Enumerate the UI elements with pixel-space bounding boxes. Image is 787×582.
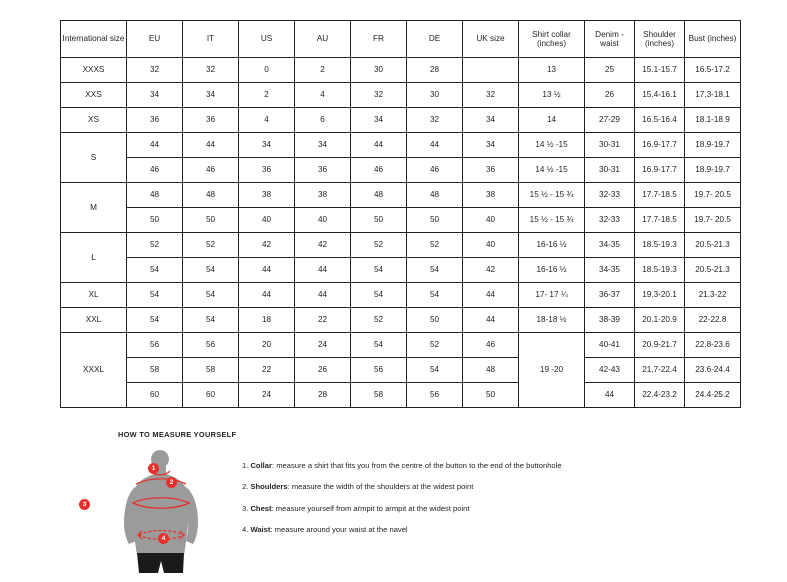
cell-value: 46 <box>407 158 463 183</box>
column-header-intl: International size <box>61 21 127 58</box>
cell-value: 52 <box>407 233 463 258</box>
cell-value: 54 <box>127 283 183 308</box>
cell-value: 54 <box>351 333 407 358</box>
cell-value: 58 <box>183 358 239 383</box>
cell-value: 42 <box>295 233 351 258</box>
torso-diagram-icon <box>118 449 228 577</box>
cell-value: 44 <box>407 133 463 158</box>
cell-value: 16-16 ½ <box>519 233 585 258</box>
cell-value: 44 <box>463 308 519 333</box>
cell-value: 38 <box>239 183 295 208</box>
badge-shoulders: 2 <box>166 477 177 488</box>
cell-value: 60 <box>127 383 183 408</box>
cell-value: 60 <box>183 383 239 408</box>
cell-value: 32 <box>407 108 463 133</box>
cell-value: 21.3-22 <box>685 283 741 308</box>
cell-value: 4 <box>295 83 351 108</box>
cell-value: 2 <box>295 58 351 83</box>
cell-value: 13 <box>519 58 585 83</box>
cell-value: 16.5-16.4 <box>635 108 685 133</box>
cell-international-size: XXS <box>61 83 127 108</box>
how-to-measure-title: HOW TO MEASURE YOURSELF <box>118 430 237 439</box>
instruction-text: : measure yourself from armpit to armpit at the widest point <box>271 503 470 513</box>
cell-value: 20 <box>239 333 295 358</box>
cell-value: 44 <box>127 133 183 158</box>
cell-value: 36 <box>239 158 295 183</box>
cell-value: 40-41 <box>585 333 635 358</box>
column-header-us: US <box>239 21 295 58</box>
cell-value: 14 ½ -15 <box>519 133 585 158</box>
table-row <box>61 58 741 83</box>
cell-value: 23.6-24.4 <box>685 358 741 383</box>
cell-value: 52 <box>407 333 463 358</box>
cell-value: 54 <box>127 258 183 283</box>
cell-value: 22.8-23.6 <box>685 333 741 358</box>
column-header-eu: EU <box>127 21 183 58</box>
cell-value: 38 <box>463 183 519 208</box>
column-header-uk: UK size <box>463 21 519 58</box>
cell-value: 22 <box>239 358 295 383</box>
table-row <box>61 308 741 333</box>
cell-value: 50 <box>127 208 183 233</box>
cell-value: 22.4-23.2 <box>635 383 685 408</box>
cell-value: 18.1-18.9 <box>685 108 741 133</box>
cell-value: 16.9-17.7 <box>635 158 685 183</box>
measure-instructions <box>242 449 562 546</box>
cell-value: 16-16 ½ <box>519 258 585 283</box>
cell-value: 42-43 <box>585 358 635 383</box>
cell-value: 19.3-20.1 <box>635 283 685 308</box>
cell-value: 54 <box>183 283 239 308</box>
cell-value: 20.1-20.9 <box>635 308 685 333</box>
cell-value: 44 <box>585 383 635 408</box>
cell-international-size: L <box>61 233 127 283</box>
cell-value: 15.4-16.1 <box>635 83 685 108</box>
cell-value: 50 <box>407 208 463 233</box>
cell-value: 54 <box>351 283 407 308</box>
cell-value: 36 <box>463 158 519 183</box>
cell-value: 46 <box>127 158 183 183</box>
instruction-number: 1. <box>242 461 251 470</box>
cell-value: 17- 17 ¼ <box>519 283 585 308</box>
table-row <box>61 233 741 258</box>
instruction-term: Shoulders <box>250 482 288 492</box>
cell-value: 34 <box>239 133 295 158</box>
cell-value: 20.5-21.3 <box>685 233 741 258</box>
cell-value: 28 <box>295 383 351 408</box>
cell-value: 48 <box>183 183 239 208</box>
table-row <box>61 108 741 133</box>
size-chart-table <box>60 20 741 408</box>
cell-value: 44 <box>183 133 239 158</box>
cell-value: 58 <box>127 358 183 383</box>
cell-value: 27-29 <box>585 108 635 133</box>
table-row <box>61 383 741 408</box>
cell-value: 16.5-17.2 <box>685 58 741 83</box>
cell-value: 46 <box>463 333 519 358</box>
cell-value: 34 <box>183 83 239 108</box>
cell-value: 24.4-25.2 <box>685 383 741 408</box>
cell-international-size: M <box>61 183 127 233</box>
cell-value: 32 <box>463 83 519 108</box>
cell-value: 25 <box>585 58 635 83</box>
cell-value: 20.5-21.3 <box>685 258 741 283</box>
cell-value: 34 <box>463 108 519 133</box>
instruction-text: : measure around your waist at the navel <box>270 524 408 534</box>
cell-value: 34 <box>127 83 183 108</box>
cell-value: 54 <box>183 308 239 333</box>
table-row <box>61 183 741 208</box>
cell-value: 32-33 <box>585 183 635 208</box>
cell-value: 50 <box>407 308 463 333</box>
cell-value: 34 <box>463 133 519 158</box>
cell-value: 34 <box>351 108 407 133</box>
instruction-text: : measure a shirt that fits you from the centre of the button to the end of the buttonhole <box>271 461 562 470</box>
cell-value: 48 <box>127 183 183 208</box>
cell-international-size: XXL <box>61 308 127 333</box>
measure-instruction <box>242 482 562 492</box>
cell-value: 18 <box>239 308 295 333</box>
cell-value: 40 <box>295 208 351 233</box>
cell-value: 28 <box>407 58 463 83</box>
cell-value: 42 <box>239 233 295 258</box>
cell-value: 26 <box>585 83 635 108</box>
cell-international-size: XXXL <box>61 333 127 408</box>
measure-instruction <box>242 504 562 514</box>
cell-value: 17.7-18.5 <box>635 183 685 208</box>
cell-value: 40 <box>463 233 519 258</box>
cell-value: 56 <box>183 333 239 358</box>
column-header-shoulder: Shoulder (inches) <box>635 21 685 58</box>
column-header-denim: Denim - waist <box>585 21 635 58</box>
cell-value: 50 <box>463 383 519 408</box>
cell-value: 48 <box>351 183 407 208</box>
cell-value: 0 <box>239 58 295 83</box>
cell-value: 24 <box>239 383 295 408</box>
cell-value: 54 <box>407 258 463 283</box>
table-row <box>61 83 741 108</box>
cell-value: 20.9-21.7 <box>635 333 685 358</box>
measure-instruction <box>242 525 562 535</box>
cell-value: 54 <box>127 308 183 333</box>
measure-instruction <box>242 461 562 471</box>
cell-value: 22 <box>295 308 351 333</box>
cell-value: 26 <box>295 358 351 383</box>
instruction-number: 3. <box>242 503 251 513</box>
instruction-text: : measure the width of the shoulders at the widest point <box>287 482 474 492</box>
cell-value: 19.7- 20.5 <box>685 208 741 233</box>
column-header-collar: Shirt collar (inches) <box>519 21 585 58</box>
cell-value: 24 <box>295 333 351 358</box>
cell-value: 22-22.8 <box>685 308 741 333</box>
cell-value: 50 <box>351 208 407 233</box>
table-header-row <box>61 21 741 58</box>
cell-value: 38 <box>295 183 351 208</box>
cell-value: 30-31 <box>585 158 635 183</box>
cell-value: 15.1-15.7 <box>635 58 685 83</box>
cell-value: 48 <box>463 358 519 383</box>
table-row <box>61 208 741 233</box>
table-row <box>61 258 741 283</box>
cell-value: 2 <box>239 83 295 108</box>
cell-value: 14 ½ -15 <box>519 158 585 183</box>
table-row <box>61 133 741 158</box>
table-body <box>61 58 741 408</box>
cell-value: 46 <box>351 158 407 183</box>
cell-value: 15 ½ - 15 ¾ <box>519 208 585 233</box>
column-header-bust: Bust (inches) <box>685 21 741 58</box>
cell-value: 32 <box>127 58 183 83</box>
cell-value: 34-35 <box>585 233 635 258</box>
cell-value: 34-35 <box>585 258 635 283</box>
cell-value: 46 <box>183 158 239 183</box>
cell-international-size: XS <box>61 108 127 133</box>
cell-value: 48 <box>407 183 463 208</box>
cell-value: 56 <box>351 358 407 383</box>
column-header-au: AU <box>295 21 351 58</box>
column-header-de: DE <box>407 21 463 58</box>
cell-value: 18.5-19.3 <box>635 233 685 258</box>
cell-value <box>463 58 519 83</box>
measurement-figure <box>82 449 228 577</box>
cell-value: 18.9-19.7 <box>685 158 741 183</box>
instruction-number: 2. <box>242 482 251 492</box>
cell-value: 42 <box>463 258 519 283</box>
cell-value: 13 ½ <box>519 83 585 108</box>
badge-chest: 3 <box>79 499 90 510</box>
cell-value: 4 <box>239 108 295 133</box>
cell-value: 32-33 <box>585 208 635 233</box>
cell-value: 36 <box>127 108 183 133</box>
cell-value: 18-18 ½ <box>519 308 585 333</box>
table-row <box>61 158 741 183</box>
cell-value: 40 <box>463 208 519 233</box>
table-row <box>61 283 741 308</box>
cell-value: 58 <box>351 383 407 408</box>
cell-shirt-collar: 19 -20 <box>519 333 585 408</box>
instruction-term: Collar <box>250 461 272 470</box>
cell-value: 38-39 <box>585 308 635 333</box>
cell-value: 14 <box>519 108 585 133</box>
instruction-term: Chest <box>250 503 272 513</box>
cell-international-size: XL <box>61 283 127 308</box>
cell-value: 18.5-19.3 <box>635 258 685 283</box>
cell-value: 30-31 <box>585 133 635 158</box>
cell-value: 36 <box>183 108 239 133</box>
cell-value: 44 <box>351 133 407 158</box>
cell-value: 54 <box>351 258 407 283</box>
cell-value: 32 <box>351 83 407 108</box>
cell-value: 44 <box>463 283 519 308</box>
cell-value: 18.9-19.7 <box>685 133 741 158</box>
how-to-measure-section <box>82 430 758 577</box>
cell-value: 44 <box>239 258 295 283</box>
cell-value: 16.9-17.7 <box>635 133 685 158</box>
column-header-fr: FR <box>351 21 407 58</box>
cell-value: 56 <box>407 383 463 408</box>
cell-value: 44 <box>239 283 295 308</box>
cell-value: 40 <box>239 208 295 233</box>
table-row <box>61 333 741 358</box>
cell-value: 50 <box>183 208 239 233</box>
cell-value: 54 <box>407 358 463 383</box>
cell-value: 6 <box>295 108 351 133</box>
cell-value: 17.7-18.5 <box>635 208 685 233</box>
cell-value: 52 <box>351 233 407 258</box>
cell-value: 52 <box>351 308 407 333</box>
column-header-it: IT <box>183 21 239 58</box>
cell-value: 15 ½ - 15 ¾ <box>519 183 585 208</box>
cell-value: 54 <box>407 283 463 308</box>
cell-value: 44 <box>295 258 351 283</box>
cell-international-size: XXXS <box>61 58 127 83</box>
cell-value: 56 <box>127 333 183 358</box>
badge-collar: 1 <box>148 463 159 474</box>
table-row <box>61 358 741 383</box>
cell-value: 30 <box>351 58 407 83</box>
cell-value: 52 <box>127 233 183 258</box>
cell-value: 17.3-18.1 <box>685 83 741 108</box>
instruction-term: Waist <box>250 524 271 534</box>
badge-waist: 4 <box>158 533 169 544</box>
cell-value: 36 <box>295 158 351 183</box>
cell-value: 30 <box>407 83 463 108</box>
cell-value: 34 <box>295 133 351 158</box>
cell-international-size: S <box>61 133 127 183</box>
cell-value: 54 <box>183 258 239 283</box>
cell-value: 21.7-22.4 <box>635 358 685 383</box>
cell-value: 52 <box>183 233 239 258</box>
cell-value: 44 <box>295 283 351 308</box>
cell-value: 19.7- 20.5 <box>685 183 741 208</box>
cell-value: 36-37 <box>585 283 635 308</box>
cell-value: 32 <box>183 58 239 83</box>
instruction-number: 4. <box>242 524 251 534</box>
